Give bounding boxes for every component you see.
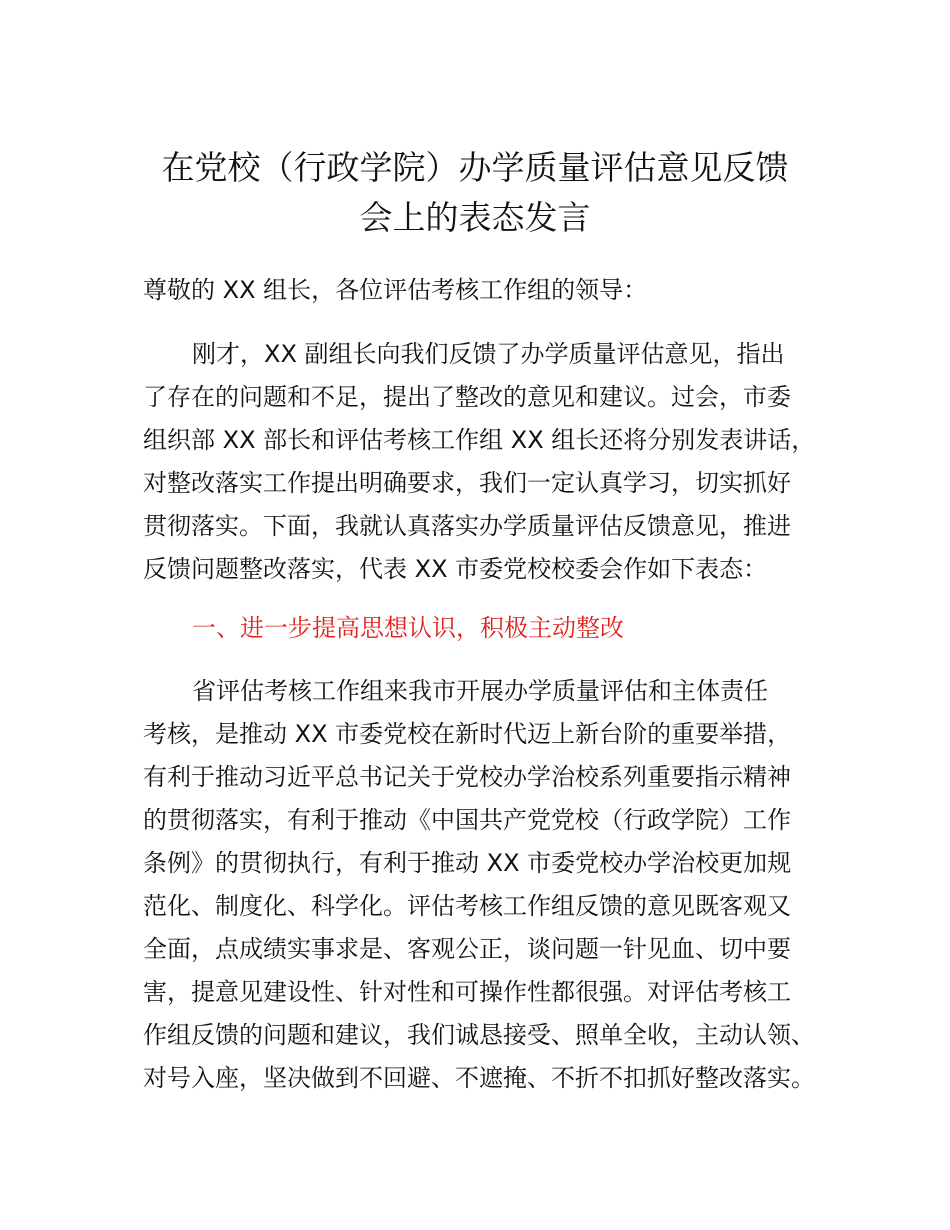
paragraph-line: 作组反馈的问题和建议，我们诚恳接受、照单全收，主动认领、 bbox=[143, 1021, 815, 1049]
section-heading-1: 一、进一步提高思想认识，积极主动整改 bbox=[192, 614, 624, 642]
paragraph-line: 的贯彻落实，有利于推动《中国共产党党校（行政学院）工作 bbox=[143, 806, 791, 834]
title-line-2: 会上的表态发言 bbox=[359, 198, 591, 237]
paragraph-line: 反馈问题整改落实，代表 XX 市委党校校委会作如下表态： bbox=[143, 555, 768, 583]
document-title bbox=[0, 143, 950, 243]
paragraph-line: 了存在的问题和不足，提出了整改的意见和建议。过会，市委 bbox=[143, 383, 791, 411]
paragraph-2 bbox=[143, 670, 823, 1100]
salutation: 尊敬的 XX 组长，各位评估考核工作组的领导： bbox=[143, 276, 648, 304]
paragraph-line: 刚才，XX 副组长向我们反馈了办学质量评估意见，指出 bbox=[192, 340, 785, 368]
paragraph-line: 害，提意见建设性、针对性和可操作性都很强。对评估考核工 bbox=[143, 978, 791, 1006]
title-line-1: 在党校（行政学院）办学质量评估意见反馈 bbox=[161, 148, 789, 187]
paragraph-line: 对整改落实工作提出明确要求，我们一定认真学习，切实抓好 bbox=[143, 469, 791, 497]
paragraph-line: 有利于推动习近平总书记关于党校办学治校系列重要指示精神 bbox=[143, 763, 791, 791]
paragraph-line: 考核，是推动 XX 市委党校在新时代迈上新台阶的重要举措， bbox=[143, 720, 792, 748]
paragraph-1 bbox=[143, 333, 823, 591]
paragraph-line: 省评估考核工作组来我市开展办学质量评估和主体责任 bbox=[192, 677, 768, 705]
paragraph-line: 条例》的贯彻执行，有利于推动 XX 市委党校办学治校更加规 bbox=[143, 849, 792, 877]
paragraph-line: 对号入座，坚决做到不回避、不遮掩、不折不扣抓好整改落实。 bbox=[143, 1064, 815, 1092]
paragraph-line: 范化、制度化、科学化。评估考核工作组反馈的意见既客观又 bbox=[143, 892, 791, 920]
paragraph-line: 全面，点成绩实事求是、客观公正，谈问题一针见血、切中要 bbox=[143, 935, 791, 963]
paragraph-line: 组织部 XX 部长和评估考核工作组 XX 组长还将分别发表讲话， bbox=[143, 426, 816, 454]
paragraph-line: 贯彻落实。下面，我就认真落实办学质量评估反馈意见，推进 bbox=[143, 512, 791, 540]
